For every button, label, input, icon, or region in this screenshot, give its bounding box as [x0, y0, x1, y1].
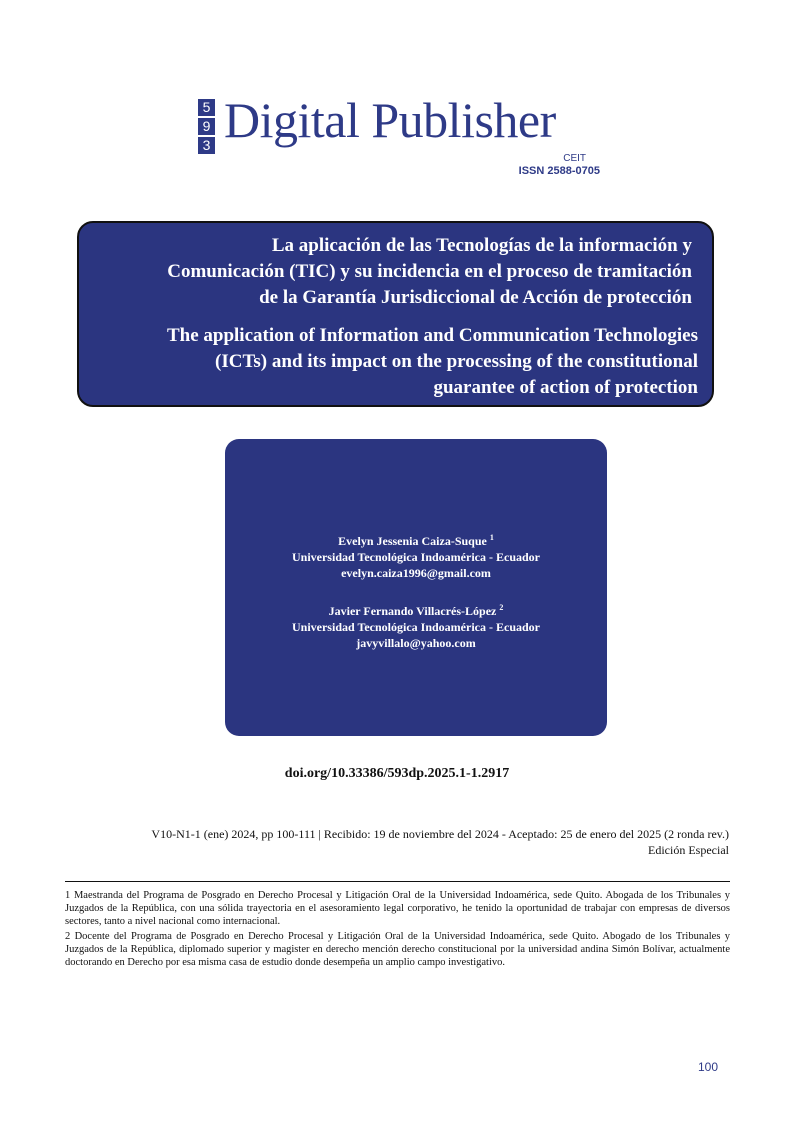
author-name [225, 600, 607, 619]
title-spanish-line: La aplicación de las Tecnologías de la información y [271, 235, 692, 256]
logo-ceit: CEIT [563, 153, 586, 164]
issn: ISSN 2588-0705 [518, 165, 600, 177]
footnotes [65, 889, 730, 970]
footnote: 1 Maestranda del Programa de Posgrado en Derecho Procesal y Litigación Oral de la Universidad Indoamérica, sede Quito. Abogada de los Tribunales y Juzgados de la República, con una sólida trayectoria en el asesoramiento legal corporativo, he tenido la oportunidad de trabajar con empresas de diversos sectores, tanto a nivel nacional como internacional. [65, 890, 730, 928]
edition-label: Edición Especial [648, 843, 729, 857]
author-email[interactable]: evelyn.caiza1996@gmail.com [341, 566, 491, 580]
author-box [225, 439, 607, 736]
publication-meta [29, 826, 729, 858]
author-email[interactable]: javyvillalo@yahoo.com [356, 636, 476, 650]
journal-logo [198, 92, 618, 181]
author-name-text: Javier Fernando Villacrés-López [328, 604, 497, 618]
title-english-line: guarantee of action of protection [433, 377, 698, 398]
logo-digit: 5 [198, 99, 215, 116]
title-spanish-line: Comunicación (TIC) y su incidencia en el proceso de tramitación [167, 261, 692, 282]
title-spanish-line: de la Garantía Jurisdiccional de Acción de protección [259, 287, 692, 308]
doi-link[interactable]: doi.org/10.33386/593dp.2025.1-1.2917 [284, 766, 510, 781]
author-list [225, 530, 607, 651]
title-box [77, 221, 714, 407]
footnote-divider [65, 881, 730, 882]
publication-dates: V10-N1-1 (ene) 2024, pp 100-111 | Recibido: 19 de noviembre del 2024 - Aceptado: 25 de enero del 2025 (2 ronda rev.) [151, 827, 729, 841]
title-spanish [92, 233, 692, 311]
page-number: 100 [697, 1060, 718, 1074]
footnote: 2 Docente del Programa de Posgrado en Derecho Procesal y Litigación Oral de la Universidad Indoamérica, sede Quito. Abogado de los Tribunales y Juzgados de la República, diplomado superior y magister en derecho mención derecho constitucional por la universidad andina Simón Bolívar, actualmente doctorando en Derecho por esa misma casa de estudio donde desempeña un amplio campo investigativo. [65, 930, 730, 969]
author-affiliation: Universidad Tecnológica Indoamérica - Ecuador [291, 550, 540, 564]
author-name [225, 530, 607, 549]
title-english [88, 323, 698, 401]
title-english-line: The application of Information and Communication Technologies [166, 325, 698, 346]
author-name-text: Evelyn Jessenia Caiza-Suque [338, 534, 487, 548]
logo-digit-stack [198, 99, 217, 156]
footnote-marker: 1 [489, 533, 494, 542]
journal-name: Digital Publisher [224, 92, 556, 148]
logo-digit: 9 [198, 118, 215, 135]
title-english-line: (ICTs) and its impact on the processing of the constitutional [215, 351, 698, 372]
author-affiliation: Universidad Tecnológica Indoamérica - Ecuador [291, 620, 540, 634]
footnote-marker: 2 [499, 603, 504, 612]
logo-digit: 3 [198, 137, 215, 154]
